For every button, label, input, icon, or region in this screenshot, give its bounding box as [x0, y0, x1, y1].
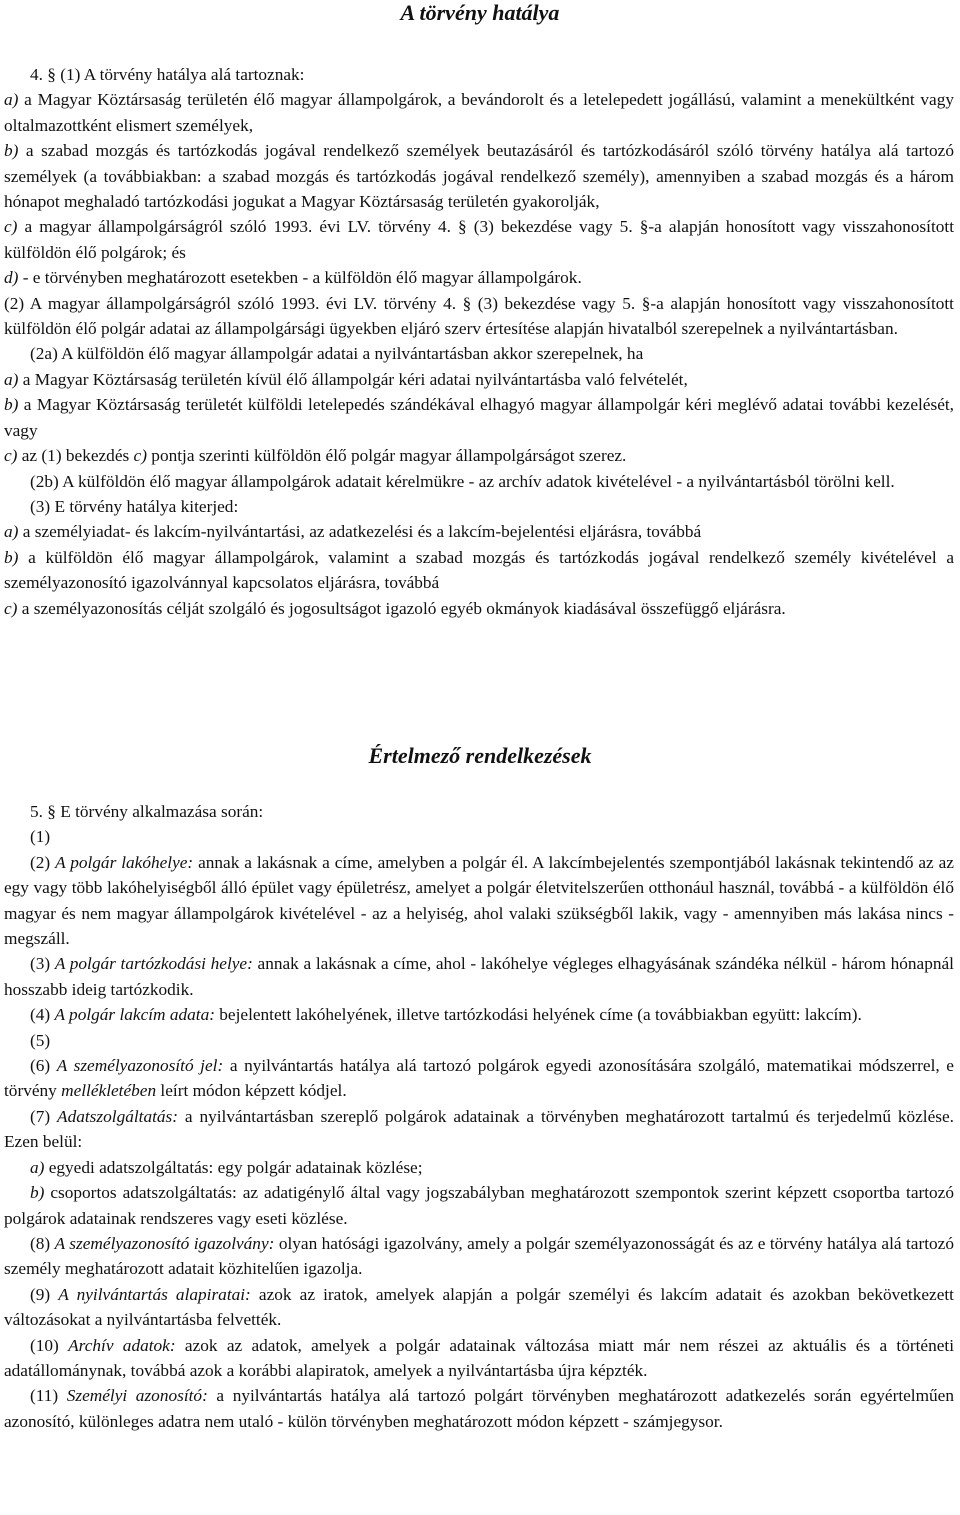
para-5-4 — [4, 1002, 954, 1027]
label: b) — [4, 547, 19, 567]
para-4-1-a — [4, 87, 954, 138]
text: leírt módon képzett kódjel. — [156, 1081, 347, 1101]
para-4-3-c — [4, 596, 954, 621]
text: a személyazonosítás célját szolgáló és jogosultságot igazoló egyéb okmányok kiadásával összefüggő eljárásra. — [17, 598, 786, 618]
text: a magyar állampolgárságról szóló 1993. évi LV. törvény 4. § (3) bekezdése vagy 5. §-a alapján honosított vagy visszahonosított külföldön élő polgárok; és — [4, 217, 954, 262]
text: a nyilvántartás hatálya alá tartozó polgárok egyedi azonosítására szolgáló, matematikai módszerrel, e törvény — [4, 1056, 954, 1101]
text: csoportos adatszolgáltatás: az adatigénylő által vagy jogszabályban meghatározott szempontok szerint képzett csoportba tartozó polgárok adatainak rendszeres vagy eseti közlése. — [4, 1183, 954, 1228]
para-5-2 — [4, 850, 954, 952]
num: (6) — [30, 1056, 57, 1076]
para-4-2a-b — [4, 392, 954, 443]
label: c) — [4, 446, 18, 466]
text: annak a lakásnak a címe, amelyben a polgár él. A lakcímbejelentés szempontjából lakásnak tekintendő az az egy vagy több lakóhelyiségből álló épület vagy épületrész, amelyet a polgár életvitelszerűen otthonául használ, továbbá - a külföldön élő magyar és nem magyar állampolgárok kivételével - az a helyiség, ahol valaki szükségből lakik, vagy - amennyiben más lakása nincs - megszáll. — [4, 852, 954, 949]
text: a nyilvántartásban szereplő polgárok adatainak a törvényben meghatározott tartalmú és terjedelmű közlése. Ezen belül: — [4, 1106, 954, 1152]
label-inline: c) — [133, 446, 147, 466]
para-4-2b: (2b) A külföldön élő magyar állampolgárok adatait kérelmükre - az archív adatok kivételével - a nyilvántartásból törölni kell. — [30, 471, 895, 491]
text: a személyiadat- és lakcím-nyilvántartási, az adatkezelési és a lakcím-bejelentési eljárásra, továbbá — [18, 522, 702, 542]
para-5-7 — [4, 1104, 954, 1155]
para-4-1-d — [4, 265, 954, 290]
term: Személyi azonosító: — [66, 1386, 208, 1406]
text: a Magyar Köztársaság területén élő magyar állampolgárok, a bevándorolt és a letelepedett jogállású, valamint a menekültként vagy oltalmazottként elismert személyek, — [4, 90, 954, 135]
label: a) — [4, 522, 19, 542]
text: a nyilvántartás hatálya alá tartozó polgárt törvényben meghatározott adatkezelés során egyértelműen azonosító, különleges adatra nem utaló - külön törvényben meghatározott módon képzett - számjegysor. — [4, 1386, 954, 1431]
para-4-2a-c — [4, 443, 954, 468]
label: b) — [4, 395, 19, 415]
para-4-3-b — [4, 545, 954, 596]
num: (4) — [30, 1005, 55, 1025]
para-5-1: (1) — [30, 827, 51, 847]
term: A polgár lakóhelye: — [55, 852, 194, 872]
num: (7) — [30, 1106, 58, 1126]
para-4-1-c — [4, 214, 954, 265]
label: c) — [4, 217, 18, 237]
term: A nyilvántartás alapiratai: — [58, 1284, 251, 1304]
para-5-7-a — [4, 1155, 954, 1180]
label: b) — [4, 141, 19, 161]
heading-torveny-hatalya: A törvény hatálya — [400, 0, 560, 25]
text: bejelentett lakóhelyének, illetve tartózkodási helyének címe (a továbbiakban együtt: lakcím). — [214, 1005, 862, 1025]
section-4 — [4, 62, 954, 621]
num: (3) — [30, 954, 55, 974]
num: (9) — [30, 1284, 59, 1304]
text: - e törvényben meghatározott esetekben - a külföldön élő magyar állampolgárok. — [18, 268, 582, 288]
heading-ertelmezo-rendelkezesek: Értelmező rendelkezések — [368, 743, 592, 768]
label: a) — [30, 1157, 45, 1177]
num: (10) — [30, 1335, 69, 1355]
term-inline: mellékletében — [61, 1081, 157, 1101]
label: a) — [4, 369, 19, 389]
text: a Magyar Köztársaság területén kívül élő állampolgár kéri adatai nyilvántartásba való felvételét, — [18, 369, 688, 389]
text: a külföldön élő magyar állampolgárok, valamint a szabad mozgás és tartózkodás jogával rendelkező személy kivételével a személyazonosító igazolvánnyal kapcsolatos eljárásra, továbbá — [4, 547, 954, 593]
text: azok az adatok, amelyek a polgár adatainak változása miatt már nem részei az aktuális és a történeti adatállománynak, továbbá azok a korábbi alapiratok, amelyek a nyilvántartásba újra képzték. — [4, 1335, 954, 1380]
num: (8) — [30, 1233, 55, 1253]
label: c) — [4, 598, 18, 618]
text: az (1) bekezdés — [17, 446, 134, 466]
para-5-7-b — [4, 1180, 954, 1231]
para-4-1-b — [4, 138, 954, 214]
text: a Magyar Köztársaság területét külföldi letelepedés szándékával elhagyó magyar állampolgár kéri meglévő adatai további kezelését, vagy — [4, 395, 954, 440]
term: A polgár lakcím adata: — [54, 1005, 215, 1025]
para-5-6 — [4, 1053, 954, 1104]
term: Archív adatok: — [68, 1335, 176, 1355]
label: a) — [4, 90, 19, 110]
term: A polgár tartózkodási helye: — [54, 954, 253, 974]
text: olyan hatósági igazolvány, amely a polgár személyazonosságát és az e törvény hatálya alá tartozó személy meghatározott adatait közhitelűen igazolja. — [4, 1233, 954, 1279]
para-4-3-intro: (3) E törvény hatálya kiterjed: — [30, 496, 239, 516]
section-5 — [4, 799, 954, 1434]
para-5-5: (5) — [30, 1030, 51, 1050]
para-4-2a-a — [4, 367, 954, 392]
label: b) — [30, 1183, 45, 1203]
para-4-2: (2) A magyar állampolgárságról szóló 1993. évi LV. törvény 4. § (3) bekezdése vagy 5. §-a alapján honosított vagy visszahonosított külföldön élő polgár adatai az állampolgársági ügyekben eljáró szerv értesítése alapján hivatalból szerepelnek a nyilvántartásban. — [4, 293, 954, 339]
label: d) — [4, 268, 19, 288]
text: a szabad mozgás és tartózkodás jogával rendelkező személyek beutazásáról és tartózkodásáról szóló törvény hatálya alá tartozó személyek (a továbbiakban: a szabad mozgás és tartózkodás jogával rendelkező személy), amennyiben a szabad mozgás és a három hónapot meghaladó tartózkodási jogukat a Magyar Köztársaság területén gyakorolják, — [4, 141, 954, 212]
term: A személyazonosító igazolvány: — [54, 1233, 275, 1253]
text: egyedi adatszolgáltatás: egy polgár adatainak közlése; — [44, 1157, 423, 1177]
text: azok az iratok, amelyek alapján a polgár személyi és lakcím adatait és azokban bekövetkezett változásokat a nyilvántartásba felvették. — [4, 1284, 954, 1330]
para-5-11 — [4, 1383, 954, 1434]
para-5-10 — [4, 1333, 954, 1384]
term: A személyazonosító jel: — [56, 1056, 224, 1076]
para-5-8 — [4, 1231, 954, 1282]
para-4-1-intro: 4. § (1) A törvény hatálya alá tartoznak: — [30, 65, 305, 84]
para-5-9 — [4, 1282, 954, 1333]
num: (11) — [30, 1386, 67, 1406]
text: annak a lakásnak a címe, ahol - lakóhelye végleges elhagyásának szándéka nélkül - három hónapnál hosszabb ideig tartózkodik. — [4, 954, 954, 999]
para-4-3-a — [4, 519, 954, 544]
num: (2) — [30, 852, 56, 872]
para-4-2a: (2a) A külföldön élő magyar állampolgár adatai a nyilvántartásban akkor szerepelnek, ha — [30, 344, 644, 364]
para-5-3 — [4, 951, 954, 1002]
para-5-intro: 5. § E törvény alkalmazása során: — [30, 802, 264, 821]
text: pontja szerinti külföldön élő polgár magyar állampolgárságot szerez. — [146, 446, 627, 466]
term: Adatszolgáltatás: — [57, 1106, 179, 1126]
